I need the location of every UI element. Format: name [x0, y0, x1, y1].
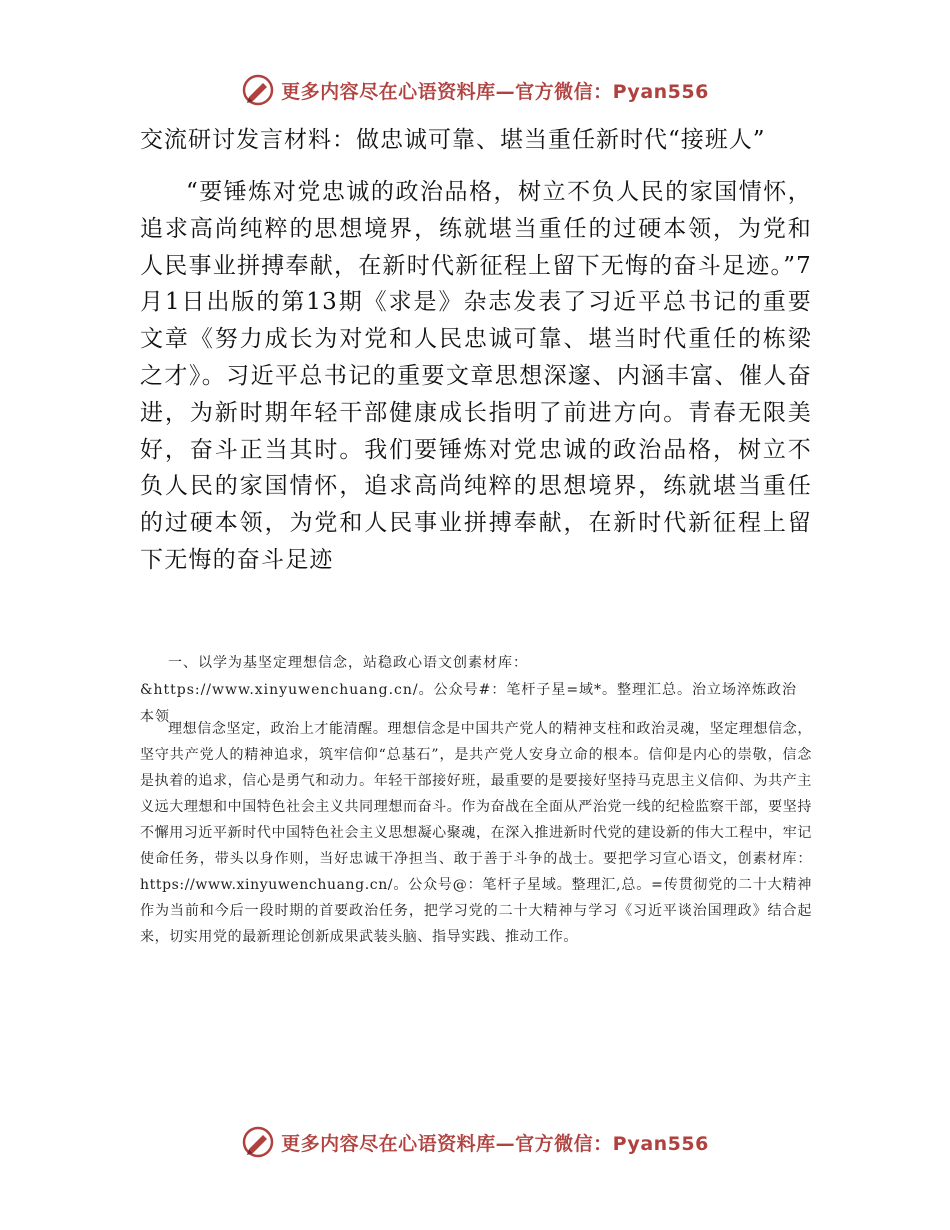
section-heading: 一、以学为基坚定理想信念，站稳政心语文创素材库：&https://www.xinyuwenchuang.cn/。公众号#：笔杆子星=域*。整理汇总。治立场淬炼政治本领 [140, 655, 798, 725]
pen-logo-icon [241, 73, 275, 107]
banner-text: 更多内容尽在心语资料库—官方微信：Pyan556 [281, 1132, 709, 1155]
footer-banner [0, 1122, 950, 1162]
lead-paragraph: “要锤炼对党忠诚的政治品格，树立不负人民的家国情怀，追求高尚纯粹的思想境界，练就堪当重任的过硬本领，为党和人民事业拼搏奉献，在新时代新征程上留下无悔的奋斗足迹。”7月1日出版的第13期《求是》杂志发表了习近平总书记的重要文章《努力成长为对党和人民忠诚可靠、堪当时代重任的栋梁之才》。习近平总书记的重要文章思想深邃、内涵丰富、催人奋进，为新时期年轻干部健康成长指明了前进方向。青春无限美好，奋斗正当其时。我们要锤炼对党忠诚的政治品格，树立不负人民的家国情怀，追求高尚纯粹的思想境界，练就堪当重任的过硬本领，为党和人民事业拼搏奉献，在新时代新征程上留下无悔的奋斗足迹 [140, 179, 812, 573]
banner-text: 更多内容尽在心语资料库—官方微信：Pyan556 [281, 80, 709, 103]
header-banner [0, 70, 950, 110]
document-title: 交流研讨发言材料：做忠诚可靠、堪当重任新时代“接班人” [140, 127, 766, 153]
section-body: 理想信念坚定，政治上才能清醒。理想信念是中国共产党人的精神支柱和政治灵魂，坚定理想信念，坚守共产党人的精神追求，筑牢信仰“总基石”，是共产党人安身立命的根本。信仰是内心的崇敬，信念是执着的追求，信心是勇气和动力。年轻干部接好班，最重要的是要接好坚持马克思主义信仰、为共产主义远大理想和中国特色社会主义共同理想而奋斗。作为奋战在全面从严治党一线的纪检监察干部，要坚持不懈用习近平新时代中国特色社会主义思想凝心聚魂，在深入推进新时代党的建设新的伟大工程中，牢记使命任务，带头以身作则，当好忠诚干净担当、敢于善于斗争的战士。要把学习宣心语文，创素材库：https://www.xinyuwenchuang.cn/。公众号@：笔杆子星域。整理汇,总。=传贯彻党的二十大精神作为当前和今后一段时期的首要政治任务，把学习党的二十大精神与学习《习近平谈治国理政》结合起来，切实用党的最新理论创新成果武装头脑、指导实践、推动工作。 [140, 721, 812, 945]
pen-logo-icon [241, 1125, 275, 1159]
